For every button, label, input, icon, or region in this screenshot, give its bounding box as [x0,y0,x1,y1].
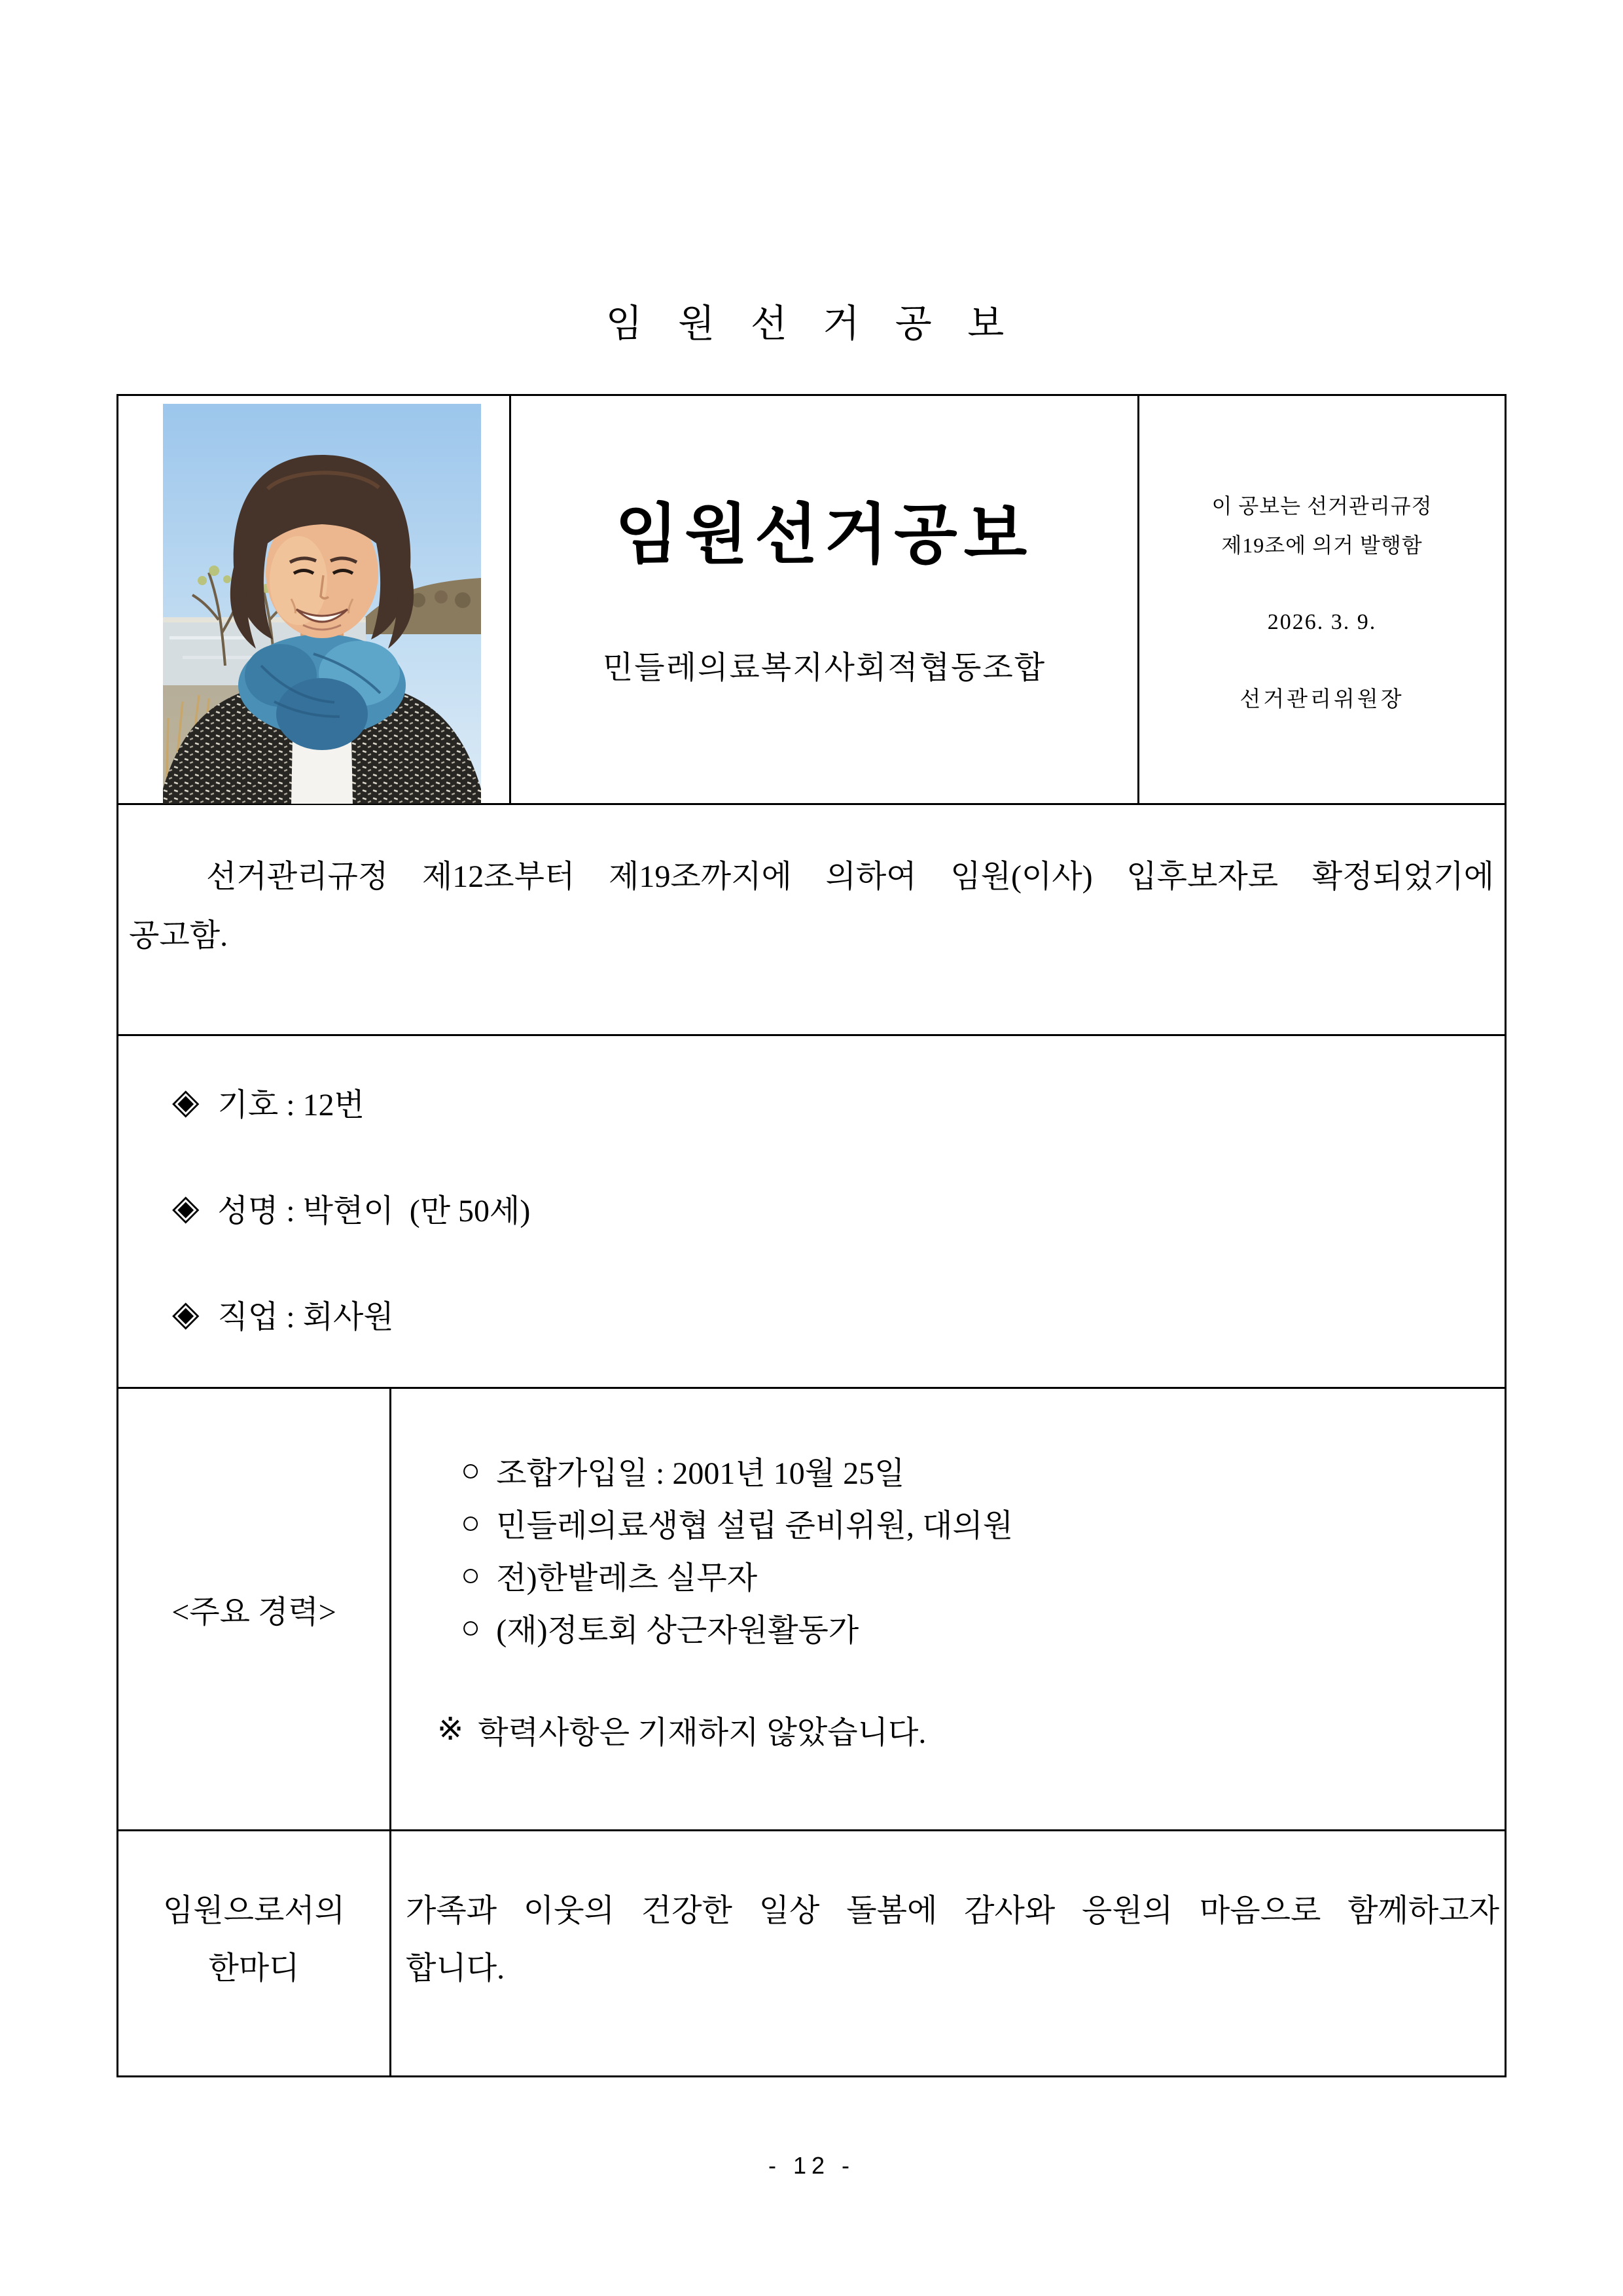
career-item [461,1601,1498,1653]
closing-label-line1: 임원으로서의 [162,1893,346,1928]
closing-label [118,1831,389,2075]
career-item [461,1496,1498,1549]
closing-row [118,1831,1505,2075]
diamond-bullet-icon: ◈ [172,1082,200,1121]
career-item-text: (재)정토회 상근자원활동가 [496,1613,859,1648]
career-item [461,1549,1498,1601]
career-item-text: 조합가입일 : 2001년 10월 25일 [496,1456,905,1491]
diamond-bullet-icon: ◈ [172,1294,200,1333]
candidate-job-line [172,1287,1505,1340]
candidate-photo-illustration [163,404,481,804]
education-note: 학력사항은 기재하지 않았습니다. [478,1715,927,1750]
issuance-cell [1137,396,1505,803]
photo-cell [118,396,509,803]
career-item [461,1444,1498,1496]
closing-label-line2: 한마디 [208,1951,300,1986]
candidate-photo [163,404,481,804]
issue-date: 2026. 3. 9. [1267,610,1377,634]
circle-bullet-icon: ○ [461,1504,481,1541]
candidate-number: 기호 : 12번 [217,1087,365,1122]
notice-line2: 공고함. [129,918,228,953]
notice-row [118,805,1505,1036]
career-list [389,1389,1505,1829]
issuer-title: 선거관리위원장 [1240,688,1404,711]
title-cell [509,396,1137,803]
closing-message [389,1831,1505,2075]
notice-table [116,394,1507,2077]
closing-message-line1: 가족과 이웃의 건강한 일상 돌봄에 감사와 응원의 마음으로 함께하고자 [406,1893,1499,1928]
candidate-name-line [172,1181,1505,1234]
notice-paragraph [118,805,1505,1034]
reference-mark-icon: ※ [437,1712,464,1747]
career-item-text: 전)한밭레츠 실무자 [496,1560,758,1596]
career-item-text: 민들레의료생협 설립 준비위원, 대의원 [496,1508,1014,1543]
candidate-job: 직업 : 회사원 [217,1299,394,1335]
main-title: 임원선거공보 [615,499,1034,571]
education-note-line [437,1703,1498,1755]
career-label: <주요 경력> [171,1595,336,1630]
issuance-note-line2: 제19조에 의거 발행함 [1221,533,1423,557]
candidate-number-line [172,1075,1505,1128]
circle-bullet-icon: ○ [461,1452,481,1488]
candidate-info-list [118,1036,1505,1387]
closing-message-line2: 합니다. [406,1951,505,1986]
circle-bullet-icon: ○ [461,1556,481,1593]
header-row [118,396,1505,805]
issuance-note [1211,486,1432,565]
page-title: 임 원 선 거 공 보 [605,302,1018,345]
candidate-info-row [118,1036,1505,1389]
page-number: - 12 - [768,2152,855,2179]
circle-bullet-icon: ○ [461,1609,481,1645]
issuance-note-line1: 이 공보는 선거관리규정 [1211,494,1433,518]
org-name: 민들레의료복지사회적협동조합 [602,651,1046,685]
career-row [118,1389,1505,1831]
candidate-name: 성명 : 박현이 (만 50세) [217,1193,531,1229]
notice-line1: 선거관리규정 제12조부터 제19조까지에 의하여 임원(이사) 입후보자로 확정되었기에 [206,859,1494,894]
diamond-bullet-icon: ◈ [172,1188,200,1227]
